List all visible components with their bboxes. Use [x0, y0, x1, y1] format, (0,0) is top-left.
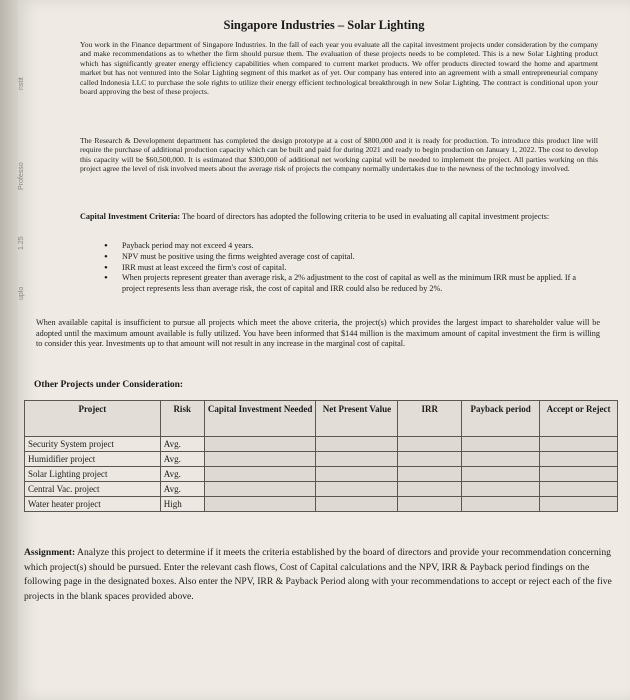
- payback-input-cell[interactable]: [462, 482, 540, 497]
- irr-input-cell[interactable]: [398, 452, 462, 467]
- assignment-paragraph: [24, 546, 612, 604]
- document-page: [18, 0, 630, 700]
- capital-input-cell[interactable]: [204, 497, 316, 512]
- page-spine: [0, 0, 18, 700]
- criteria-item: • Payback period may not exceed 4 years.: [110, 241, 580, 252]
- column-header: Capital Investment Needed: [204, 401, 316, 437]
- risk-cell: Avg.: [160, 437, 204, 452]
- margin-note: uplo: [18, 286, 25, 300]
- payback-input-cell[interactable]: [462, 467, 540, 482]
- risk-cell: High: [160, 497, 204, 512]
- assignment-text: Analyze this project to determine if it meets the criteria established by the board of directors and provide your recommendation concerning which project(s) should be pursued. Enter the relevant cash flows, Cost of Capital calculations and the NPV, IRR & Payback period findings on the following page in the designated boxes. Also enter the NPV, IRR & Payback Period along with your recommendations to accept or reject each of the five projects in the blank spaces provided above.: [24, 547, 612, 602]
- table-row: [25, 482, 618, 497]
- decision-input-cell[interactable]: [540, 452, 618, 467]
- decision-input-cell[interactable]: [540, 482, 618, 497]
- decision-input-cell[interactable]: [540, 437, 618, 452]
- capital-input-cell[interactable]: [204, 482, 316, 497]
- criteria-item: • IRR must at least exceed the firm's cost of capital.: [110, 263, 580, 274]
- table-header-row: [25, 401, 618, 437]
- npv-input-cell[interactable]: [316, 497, 398, 512]
- npv-input-cell[interactable]: [316, 482, 398, 497]
- project-name-cell: Water heater project: [25, 497, 161, 512]
- rnd-paragraph: The Research & Development department has completed the design prototype at a cost of $800,000 and it is ready for production. To introduce this product line will require the purchase of additional production capacity which can be built and paid for during 2021 and ready to begin production on January 1, 2022. The cost to develop this capacity will be $60,500,000. It is estimated that $300,000 of additional net working capital will be needed to implement the project. All parties working on this project agree the level of risk involved meets about the average risk of projects the company normally undertakes due to the newness of the technology involved.: [80, 136, 598, 174]
- payback-input-cell[interactable]: [462, 497, 540, 512]
- criteria-list: [110, 241, 580, 295]
- npv-input-cell[interactable]: [316, 437, 398, 452]
- npv-input-cell[interactable]: [316, 467, 398, 482]
- projects-table: [24, 400, 618, 512]
- irr-input-cell[interactable]: [398, 497, 462, 512]
- column-header: Accept or Reject: [540, 401, 618, 437]
- decision-input-cell[interactable]: [540, 497, 618, 512]
- project-name-cell: Humidifier project: [25, 452, 161, 467]
- capital-input-cell[interactable]: [204, 467, 316, 482]
- irr-input-cell[interactable]: [398, 467, 462, 482]
- capital-input-cell[interactable]: [204, 452, 316, 467]
- npv-input-cell[interactable]: [316, 452, 398, 467]
- project-name-cell: Solar Lighting project: [25, 467, 161, 482]
- risk-cell: Avg.: [160, 482, 204, 497]
- table-row: [25, 467, 618, 482]
- column-header: Payback period: [462, 401, 540, 437]
- other-projects-heading: Other Projects under Consideration:: [34, 380, 184, 390]
- capital-input-cell[interactable]: [204, 437, 316, 452]
- capital-paragraph: When available capital is insufficient to pursue all projects which meet the above criteria, the project(s) which provides the largest impact to shareholder value will be adopted until the maximum amount available is fully utilized. You have been informed that $144 million is the maximum amount of capital investment the firm is willing to consider this year. Investments up to that amount will not result in any increase in the marginal cost of capital.: [36, 318, 600, 349]
- irr-input-cell[interactable]: [398, 482, 462, 497]
- column-header: IRR: [398, 401, 462, 437]
- margin-note: 1.25: [18, 236, 25, 250]
- risk-cell: Avg.: [160, 452, 204, 467]
- table-row: [25, 452, 618, 467]
- criteria-item: • When projects represent greater than average risk, a 2% adjustment to the cost of capital as well as the minimum IRR must be applied. If a project represents less than average risk, the cost of capital and IRR could also be reduced by 2%.: [110, 273, 580, 295]
- criteria-item: • NPV must be positive using the firms weighted average cost of capital.: [110, 252, 580, 263]
- payback-input-cell[interactable]: [462, 452, 540, 467]
- payback-input-cell[interactable]: [462, 437, 540, 452]
- project-name-cell: Security System project: [25, 437, 161, 452]
- assignment-label: Assignment:: [24, 547, 76, 558]
- criteria-intro-text: The board of directors has adopted the following criteria to be used in evaluating all capital investment projects:: [180, 212, 550, 221]
- criteria-intro: [80, 212, 598, 223]
- table-row: [25, 437, 618, 452]
- column-header: Project: [25, 401, 161, 437]
- project-name-cell: Central Vac. project: [25, 482, 161, 497]
- table-row: [25, 497, 618, 512]
- page-title: Singapore Industries – Solar Lighting: [223, 18, 425, 32]
- margin-note: Professo: [18, 162, 25, 190]
- criteria-label: Capital Investment Criteria:: [80, 212, 181, 221]
- column-header: Net Present Value: [316, 401, 398, 437]
- irr-input-cell[interactable]: [398, 437, 462, 452]
- intro-paragraph: You work in the Finance department of Singapore Industries. In the fall of each year you evaluate all the capital investment projects under consideration by the company and make recommendations as to whether the firm should pursue them. The evaluation of these projects needs to be completed. This is a new Solar Lighting product which has significantly greater energy efficiency capabilities when compared to current market products. We offer products directed toward the home and apartment market but has not ventured into the Solar Lighting segment of this market as of yet. Our company has entered into an agreement with a small entrepreneurial company called Indonesia LLC to purchase the sole rights to utilize their energy efficient technological breakthrough in new Solar Lighting. The contract is conditional upon your board approving the best of these projects.: [80, 40, 598, 97]
- column-header: Risk: [160, 401, 204, 437]
- decision-input-cell[interactable]: [540, 467, 618, 482]
- margin-note: nstit: [18, 77, 25, 90]
- risk-cell: Avg.: [160, 467, 204, 482]
